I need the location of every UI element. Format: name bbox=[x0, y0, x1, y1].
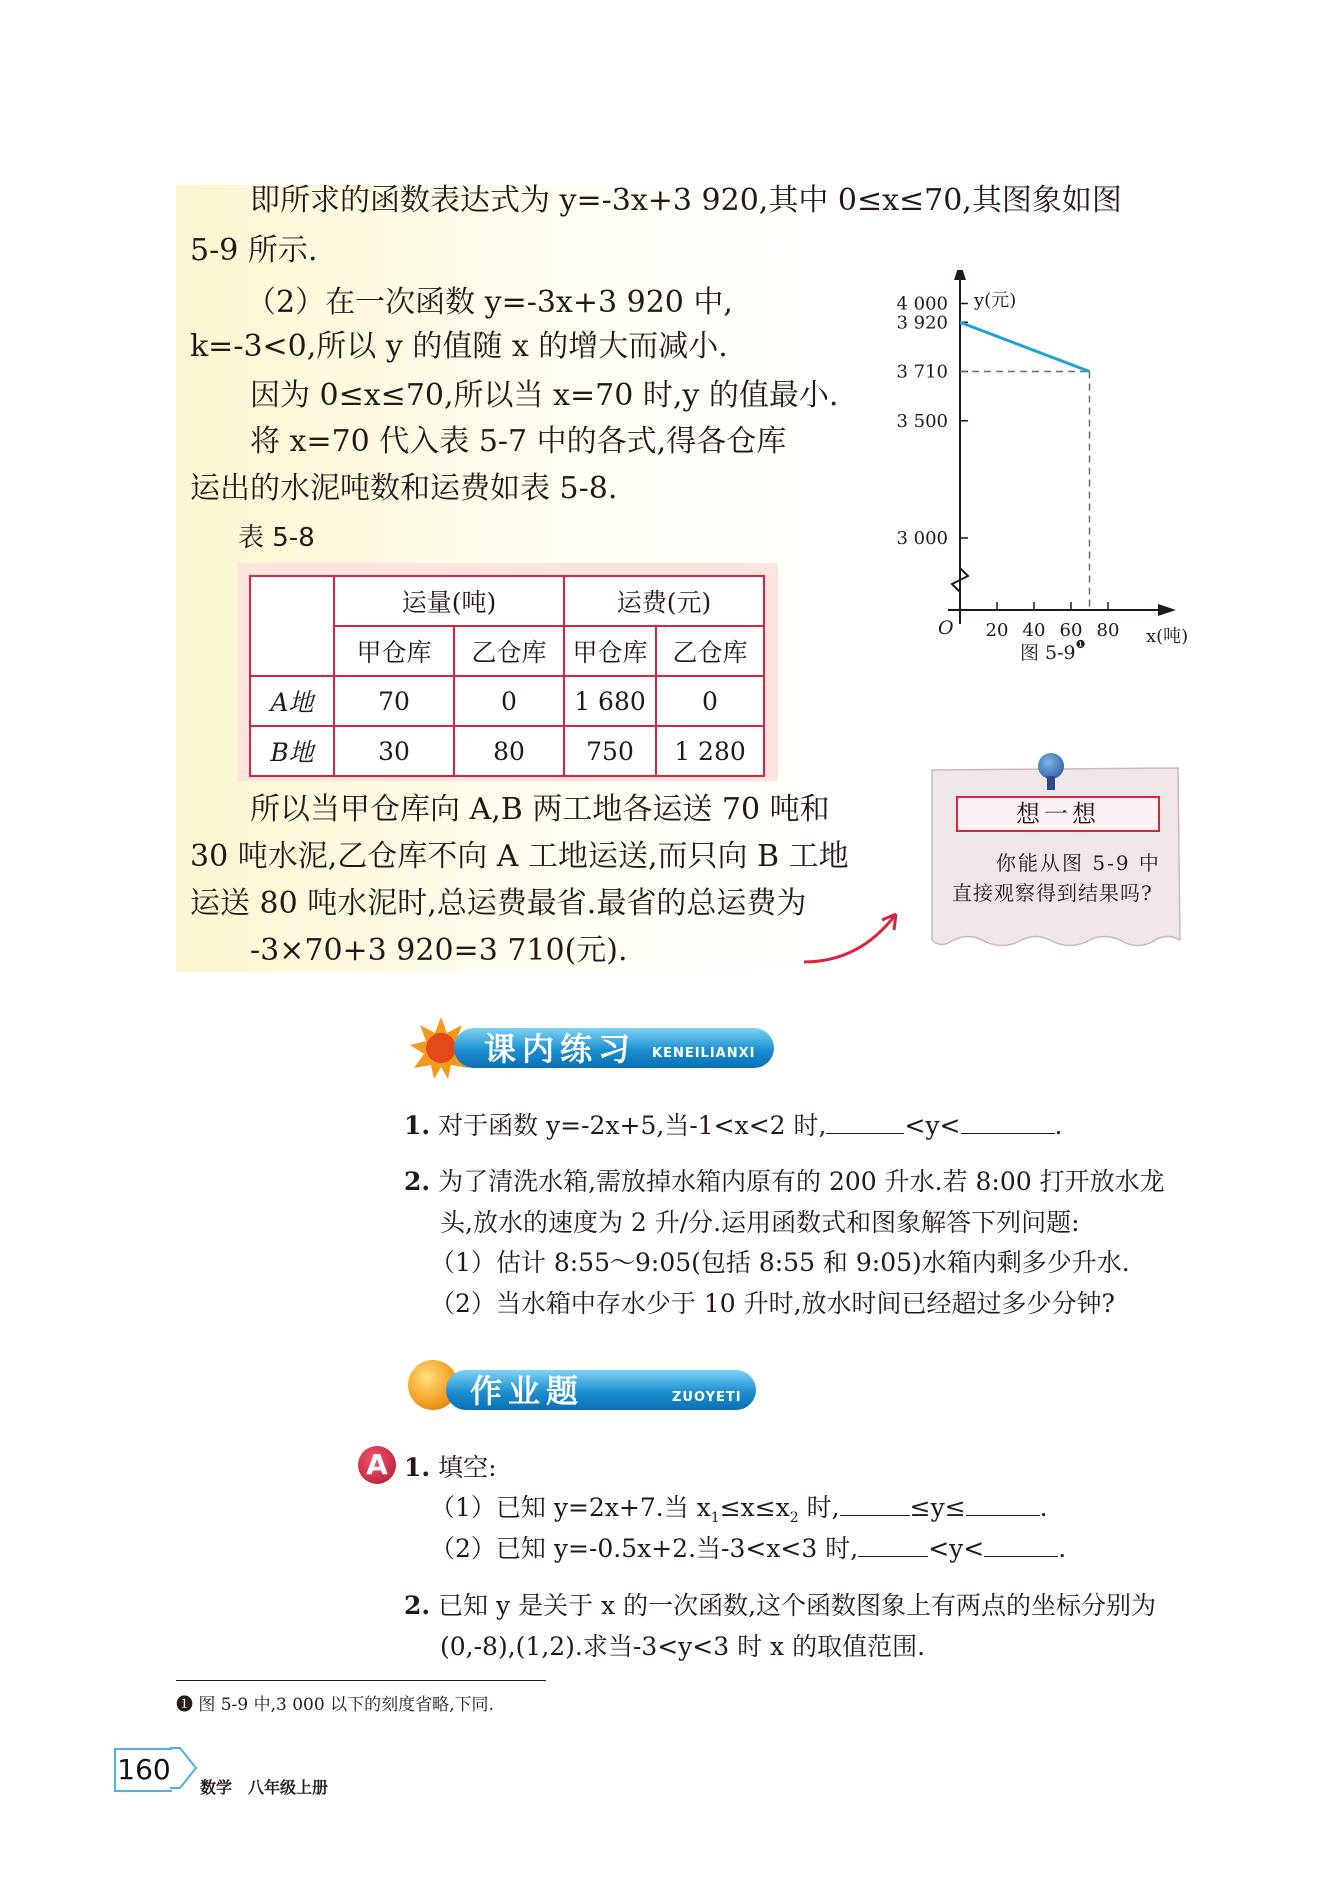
practice-q1-text: 对于函数 y=-2x+5,当-1<x<2 时, bbox=[438, 1111, 827, 1140]
y-tick-label: 3 920 bbox=[896, 312, 948, 334]
table-sub-header: 甲仓库 bbox=[564, 626, 656, 676]
answer-blank[interactable] bbox=[840, 1493, 910, 1516]
footnote-mark: ❶ bbox=[176, 1695, 193, 1715]
figure-5-9-chart bbox=[880, 270, 1210, 670]
part2-line-4: 将 x=70 代入表 5-7 中的各式,得各仓库 bbox=[250, 424, 787, 459]
part2-line-5: 运出的水泥吨数和运费如表 5-8. bbox=[190, 471, 618, 506]
table-sub-header: 甲仓库 bbox=[334, 626, 454, 676]
conclusion-line-2: 30 吨水泥,乙仓库不向 A 工地运送,而只向 B 工地 bbox=[190, 839, 849, 874]
conclusion-line-3: 运送 80 吨水泥时,总运费最省.最省的总运费为 bbox=[190, 886, 807, 921]
homework-q1-1-text: 时, bbox=[798, 1493, 840, 1522]
homework-q1-2-text: （2）已知 y=-0.5x+2.当-3<x<3 时, bbox=[430, 1534, 859, 1563]
homework-q2-line-1 bbox=[404, 1586, 1156, 1626]
practice-q1-mid: <y< bbox=[904, 1111, 961, 1140]
level-a-badge: A bbox=[358, 1446, 396, 1484]
practice-q2-line-3: （1）估计 8:55～9:05(包括 8:55 和 9:05)水箱内剩多少升水. bbox=[430, 1248, 1130, 1277]
homework-title: 作业题 bbox=[470, 1372, 585, 1410]
figure-caption-text: 图 5-9 bbox=[1020, 642, 1076, 664]
practice-q1 bbox=[404, 1106, 1062, 1146]
table-cell: 750 bbox=[564, 726, 656, 776]
part2-line-2: k=-3<0,所以 y 的值随 x 的增大而减小. bbox=[190, 329, 728, 364]
homework-q2-text: 已知 y 是关于 x 的一次函数,这个函数图象上有两点的坐标分别为 bbox=[438, 1591, 1157, 1620]
homework-q1-number: 1. bbox=[404, 1453, 431, 1482]
practice-subtitle: KENEILIANXI bbox=[652, 1046, 756, 1061]
page-tab-icon bbox=[170, 1746, 200, 1790]
practice-q1-number: 1. bbox=[404, 1111, 431, 1140]
table-group-header: 运量(吨) bbox=[334, 576, 564, 626]
conclusion-line-4: -3×70+3 920=3 710(元). bbox=[250, 933, 628, 968]
footnote-text: 图 5-9 中,3 000 以下的刻度省略,下同. bbox=[198, 1695, 494, 1715]
part2-line-3: 因为 0≤x≤70,所以当 x=70 时,y 的值最小. bbox=[250, 378, 839, 413]
table-row-label: B地 bbox=[250, 726, 334, 776]
table-cell: 1 680 bbox=[564, 676, 656, 726]
book-title: 数学 八年级上册 bbox=[200, 1778, 329, 1797]
practice-q2-text: 为了清洗水箱,需放掉水箱内原有的 200 升水.若 8:00 打开放水龙 bbox=[438, 1167, 1165, 1196]
intro-line-2: 5-9 所示. bbox=[190, 233, 318, 268]
subscript: 2 bbox=[789, 1510, 799, 1526]
answer-blank[interactable] bbox=[966, 1493, 1040, 1516]
homework-q2-number: 2. bbox=[404, 1591, 431, 1620]
practice-q2-line-2: 头,放水的速度为 2 升/分.运用函数式和图象解答下列问题: bbox=[440, 1208, 1080, 1237]
practice-title: 课内练习 bbox=[484, 1030, 637, 1068]
homework-q1-1-text: （1）已知 y=2x+7.当 x bbox=[430, 1493, 711, 1522]
table-row-label: A地 bbox=[250, 676, 334, 726]
answer-blank[interactable] bbox=[858, 1534, 928, 1557]
homework-q2-line-2: (0,-8),(1,2).求当-3<y<3 时 x 的取值范围. bbox=[440, 1632, 926, 1661]
y-axis-label: y(元) bbox=[974, 290, 1017, 311]
table-cell: 0 bbox=[656, 676, 764, 726]
think-line-1: 你能从图 5-9 中 bbox=[996, 851, 1161, 875]
y-tick-label: 3 500 bbox=[896, 410, 948, 432]
homework-q1-1-text: ≤y≤ bbox=[909, 1493, 966, 1522]
table-cell: 1 280 bbox=[656, 726, 764, 776]
table-cell: 80 bbox=[454, 726, 564, 776]
x-tick-label: 80 bbox=[1096, 620, 1120, 641]
y-tick-label: 3 710 bbox=[896, 361, 948, 383]
pushpin-stem-icon bbox=[1047, 776, 1055, 790]
answer-blank[interactable] bbox=[961, 1111, 1055, 1134]
origin-label: O bbox=[938, 617, 954, 639]
practice-q2-line-4: （2）当水箱中存水少于 10 升时,放水时间已经超过多少分钟? bbox=[430, 1289, 1115, 1318]
x-axis-arrow bbox=[1158, 604, 1176, 616]
homework-q1-part-2 bbox=[430, 1529, 1066, 1569]
page-number: 160 bbox=[114, 1748, 172, 1792]
answer-blank[interactable] bbox=[984, 1534, 1058, 1557]
y-tick-label: 4 000 bbox=[896, 293, 948, 315]
homework-q1-1-text: ≤x≤x bbox=[719, 1493, 790, 1522]
footnote bbox=[176, 1690, 494, 1715]
homework-q1-2-text: . bbox=[1058, 1534, 1067, 1563]
homework-q1-title: 填空: bbox=[438, 1453, 497, 1482]
pointer-arrow-icon bbox=[800, 900, 910, 970]
homework-q1 bbox=[404, 1448, 497, 1488]
homework-q1-1-text: . bbox=[1039, 1493, 1048, 1522]
intro-line-1: 即所求的函数表达式为 y=-3x+3 920,其中 0≤x≤70,其图象如图 bbox=[250, 183, 1122, 218]
part2-line-1: （2）在一次函数 y=-3x+3 920 中, bbox=[246, 285, 733, 320]
table-sub-header: 乙仓库 bbox=[454, 626, 564, 676]
practice-q2-number: 2. bbox=[404, 1167, 431, 1196]
x-tick-label: 20 bbox=[985, 620, 1009, 641]
subscript: 1 bbox=[710, 1510, 720, 1526]
practice-q1-end: . bbox=[1054, 1111, 1063, 1140]
table-caption: 表 5-8 bbox=[238, 523, 315, 553]
footnote-rule bbox=[176, 1680, 546, 1681]
y-axis-arrow bbox=[954, 270, 966, 280]
figure-caption bbox=[1020, 638, 1086, 665]
conclusion-line-1: 所以当甲仓库向 A,B 两工地各运送 70 吨和 bbox=[250, 792, 830, 827]
x-axis-label: x(吨) bbox=[1146, 626, 1189, 647]
x-tick-label: 60 bbox=[1059, 620, 1083, 641]
think-title: 想一想 bbox=[956, 796, 1160, 832]
homework-subtitle: ZUOYETI bbox=[672, 1390, 742, 1405]
table-cell: 70 bbox=[334, 676, 454, 726]
y-tick-label: 3 000 bbox=[896, 528, 948, 549]
table-cell: 0 bbox=[454, 676, 564, 726]
answer-blank[interactable] bbox=[826, 1111, 904, 1134]
homework-q1-2-text: <y< bbox=[928, 1534, 985, 1563]
table-5-8 bbox=[249, 575, 765, 777]
figure-caption-mark: ❶ bbox=[1075, 638, 1086, 651]
table-group-header: 运费(元) bbox=[564, 576, 764, 626]
think-line-2: 直接观察得到结果吗? bbox=[952, 881, 1153, 905]
x-tick-label: 40 bbox=[1022, 620, 1046, 641]
table-cell: 30 bbox=[334, 726, 454, 776]
practice-q2-line-1 bbox=[404, 1162, 1165, 1202]
series-line bbox=[960, 322, 1090, 371]
table-sub-header: 乙仓库 bbox=[656, 626, 764, 676]
table-corner-cell bbox=[250, 576, 334, 676]
